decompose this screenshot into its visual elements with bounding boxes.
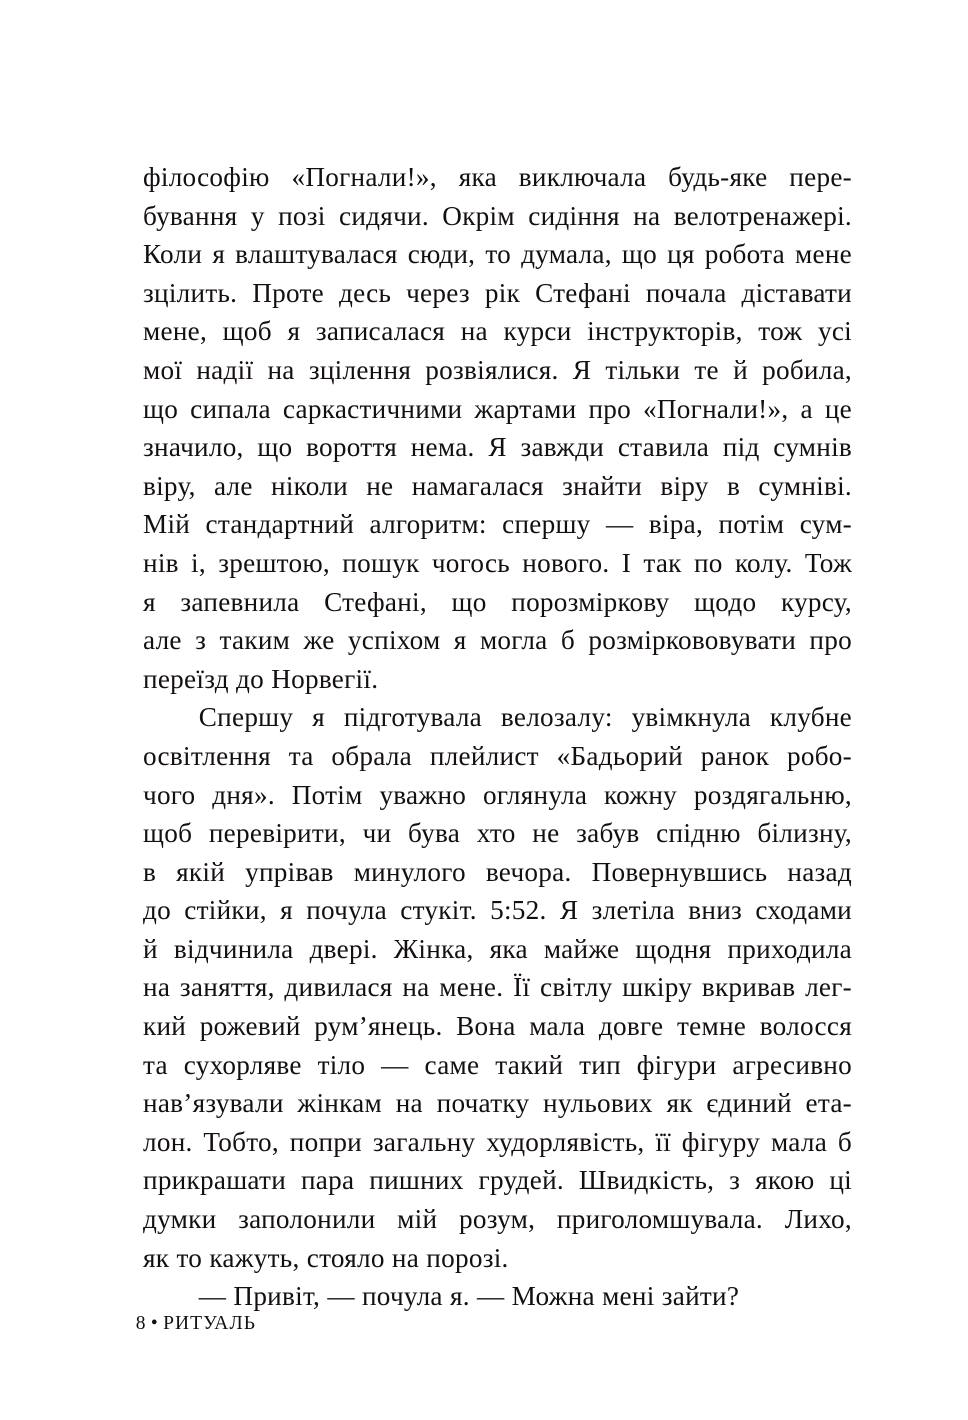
- text-line: Спершу я підготувала велозалу: увімкнула клубне: [198, 702, 852, 733]
- text-line: освітлення та обрала плейлист «Бадьорий ранок робо-: [143, 740, 852, 771]
- text-line: — Привіт, — почула я. — Можна мені зайти?: [198, 1281, 740, 1312]
- text-line: що сипала саркастичними жартами про «Погнали!», а це: [143, 393, 852, 424]
- text-line: Коли я влаштувалася сюди, то думала, що ця робота мене: [143, 239, 852, 270]
- text-line: віру, але ніколи не намагалася знайти віру в сумніві.: [143, 470, 852, 501]
- text-line: в якій упрівав минулого вечора. Повернувшись назад: [143, 856, 852, 887]
- text-line: значило, що вороття нема. Я завжди ставила під сумнів: [143, 432, 852, 463]
- text-line: мої надії на зцілення розвіялися. Я тільки те й робила,: [143, 354, 852, 385]
- running-head: РИТУАЛЬ: [163, 1313, 257, 1334]
- footer-separator: •: [150, 1313, 159, 1334]
- text-line: бування у позі сидячи. Окрім сидіння на велотренажері.: [143, 200, 852, 231]
- text-line: на заняття, дивилася на мене. Її світлу шкіру вкривав лег-: [143, 972, 852, 1003]
- text-line: філософію «Погнали!», яка виключала будь-яке пере-: [143, 162, 852, 192]
- text-line: Мій стандартний алгоритм: спершу — віра, потім сум-: [143, 509, 852, 540]
- text-line: нів і, зрештою, пошук чогось нового. І так по колу. Тож: [143, 547, 852, 578]
- text-line: нав’язували жінкам на початку нульових як єдиний ета-: [143, 1088, 852, 1119]
- text-line: й відчинила двері. Жінка, яка майже щодня приходила: [143, 933, 852, 964]
- text-line: лон. Тобто, попри загальну худорлявість, її фігуру мала б: [143, 1126, 852, 1157]
- paragraph: [143, 698, 852, 1277]
- text-line: та сухорляве тіло — саме такий тип фігури агресивно: [143, 1049, 852, 1080]
- text-line: кий рожевий рум’янець. Вона мала довге темне волосся: [143, 1011, 852, 1042]
- text-line: зцілить. Проте десь через рік Стефані почала діставати: [143, 277, 852, 308]
- text-line: як то кажуть, стояло на порозі.: [143, 1242, 509, 1273]
- text-line: але з таким же успіхом я могла б розміркововувати про: [143, 625, 852, 656]
- paragraph: [143, 158, 852, 698]
- text-line: прикрашати пара пишних грудей. Швидкість, з якою ці: [143, 1165, 852, 1196]
- text-line: до стійки, я почула стукіт. 5:52. Я злетіла вниз сходами: [143, 895, 852, 926]
- text-line: переїзд до Норвегії.: [143, 663, 379, 694]
- text-line: щоб перевірити, чи бува хто не забув спідню білизну,: [143, 818, 852, 849]
- page-number: 8: [135, 1313, 147, 1334]
- page-footer: [112, 1288, 256, 1360]
- body-text-column: [143, 158, 852, 1316]
- text-line: чого дня». Потім уважно оглянула кожну роздягальню,: [143, 779, 852, 810]
- text-line: думки заполонили мій розум, приголомшувала. Лихо,: [143, 1204, 852, 1235]
- text-line: я запевнила Стефані, що порозміркову щодо курсу,: [143, 586, 852, 617]
- text-line: мене, щоб я записалася на курси інструкторів, тож усі: [143, 316, 852, 347]
